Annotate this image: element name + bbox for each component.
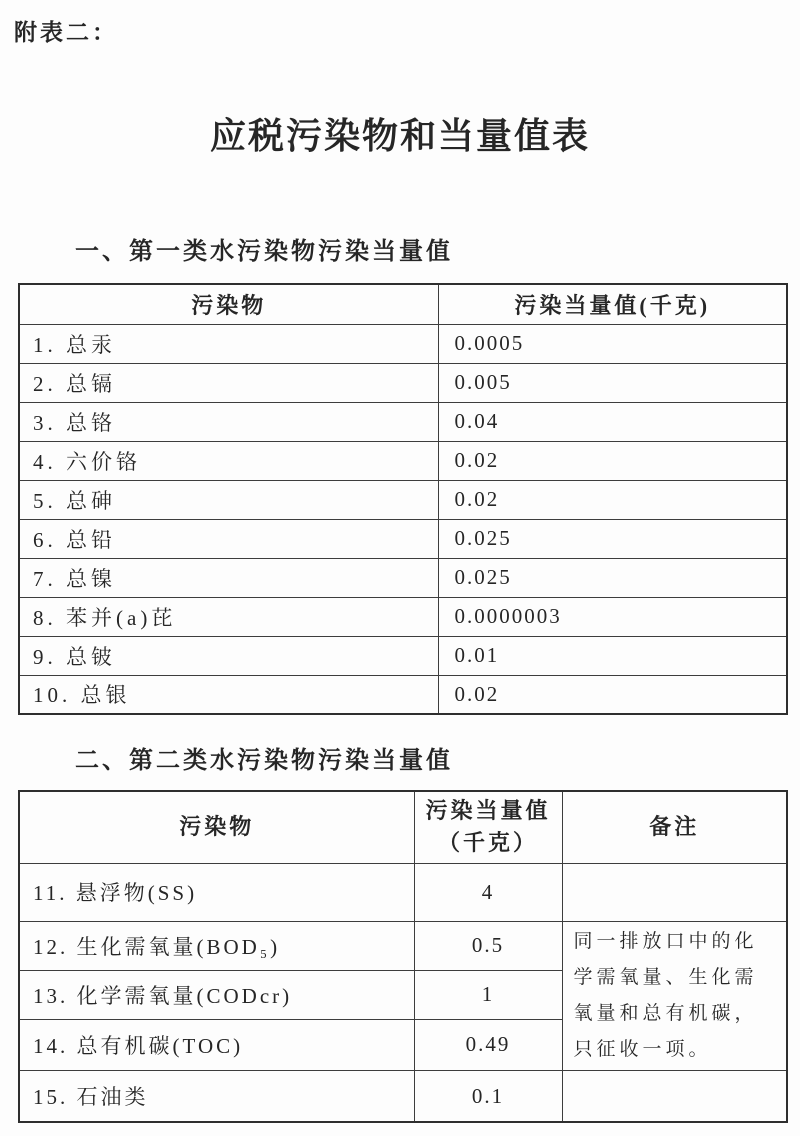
pollutant-cell: 7. 总镍 (19, 558, 438, 597)
value-cell: 0.02 (438, 441, 787, 480)
pollutant-cell: 11. 悬浮物(SS) (19, 863, 414, 921)
table-row (19, 863, 787, 921)
pollutant-cell: 6. 总铅 (19, 519, 438, 558)
pollutant-cell: 10. 总银 (19, 675, 438, 714)
pollutant-cell: 14. 总有机碳(TOC) (19, 1019, 414, 1070)
table-row (19, 558, 787, 597)
category2-pollutant-table (18, 790, 788, 1123)
table-row (19, 441, 787, 480)
table-row (19, 480, 787, 519)
table-row (19, 597, 787, 636)
value-cell: 0.025 (438, 519, 787, 558)
merged-remark-cell: 同一排放口中的化学需氧量、生化需氧量和总有机碳，只征收一项。 (562, 921, 787, 1070)
remark-cell (562, 863, 787, 921)
table-row (19, 675, 787, 714)
appendix-label: 附表二： (14, 20, 118, 45)
pollutant-cell: 5. 总砷 (19, 480, 438, 519)
value-cell: 0.01 (438, 636, 787, 675)
value-cell: 0.1 (414, 1070, 562, 1122)
pollutant-cell: 8. 苯并(a)芘 (19, 597, 438, 636)
page-title: 应税污染物和当量值表 (209, 116, 590, 156)
section2-heading: 二、第二类水污染物污染当量值 (75, 748, 453, 774)
pollutant-column-header: 污染物 (19, 791, 414, 863)
value-cell: 0.0005 (438, 324, 787, 363)
value-cell: 0.02 (438, 675, 787, 714)
table-header-row (19, 284, 787, 324)
equivalent-value-header-line2: （千克） (437, 830, 538, 856)
table-row (19, 402, 787, 441)
value-cell: 1 (414, 970, 562, 1019)
value-cell: 4 (414, 863, 562, 921)
pollutant-cell: 13. 化学需氧量(CODcr) (19, 970, 414, 1019)
equivalent-value-column-header (414, 791, 562, 863)
pollutant-cell: 2. 总镉 (19, 363, 438, 402)
remark-column-header: 备注 (562, 791, 787, 863)
pollutant-cell: 12. 生化需氧量(BOD₅) (19, 921, 414, 970)
value-cell: 0.0000003 (438, 597, 787, 636)
category1-pollutant-table (18, 283, 788, 715)
pollutant-cell: 15. 石油类 (19, 1070, 414, 1122)
table-row (19, 1070, 787, 1122)
pollutant-cell: 9. 总铍 (19, 636, 438, 675)
value-cell: 0.49 (414, 1019, 562, 1070)
pollutant-column-header: 污染物 (19, 284, 438, 324)
table-row (19, 921, 787, 970)
table-header-row (19, 791, 787, 863)
value-cell: 0.04 (438, 402, 787, 441)
table-row (19, 519, 787, 558)
equivalent-value-header-line1: 污染当量值 (425, 798, 551, 824)
value-cell: 0.005 (438, 363, 787, 402)
table-row (19, 324, 787, 363)
value-cell: 0.5 (414, 921, 562, 970)
table-row (19, 636, 787, 675)
remark-cell (562, 1070, 787, 1122)
equivalent-value-column-header: 污染当量值(千克) (438, 284, 787, 324)
pollutant-cell: 1. 总汞 (19, 324, 438, 363)
section1-heading: 一、第一类水污染物污染当量值 (75, 239, 453, 265)
value-cell: 0.025 (438, 558, 787, 597)
pollutant-cell: 4. 六价铬 (19, 441, 438, 480)
value-cell: 0.02 (438, 480, 787, 519)
table-row (19, 363, 787, 402)
pollutant-cell: 3. 总铬 (19, 402, 438, 441)
